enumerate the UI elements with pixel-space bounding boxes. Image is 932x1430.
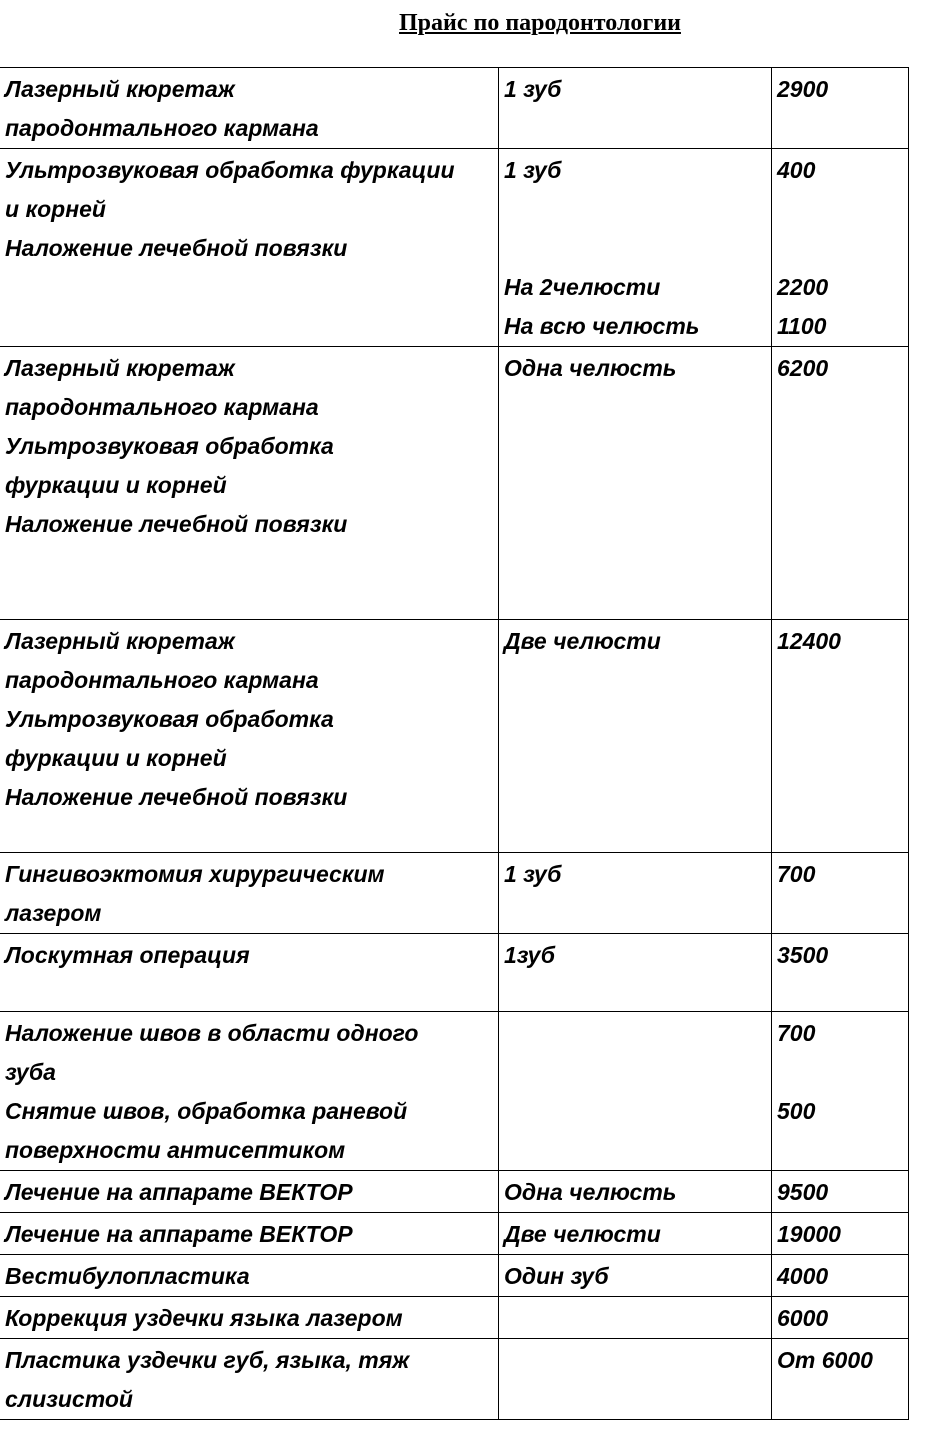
service-cell: Наложение швов в области одного зуба Снятие швов, обработка раневой поверхности антисептиком bbox=[0, 1012, 499, 1171]
unit-cell: 1зуб bbox=[499, 934, 772, 1012]
price-cell: 12400 bbox=[772, 620, 909, 853]
table-row bbox=[0, 1012, 909, 1171]
unit-cell: Один зуб bbox=[499, 1255, 772, 1297]
unit-cell bbox=[499, 1297, 772, 1339]
table-row bbox=[0, 68, 909, 149]
table-row bbox=[0, 1213, 909, 1255]
table-row bbox=[0, 1339, 909, 1420]
price-cell: 400 2200 1100 bbox=[772, 149, 909, 347]
service-cell: Лечение на аппарате ВЕКТОР bbox=[0, 1213, 499, 1255]
price-cell: 700 bbox=[772, 853, 909, 934]
table-row bbox=[0, 347, 909, 620]
unit-cell: Две челюсти bbox=[499, 1213, 772, 1255]
price-cell: 3500 bbox=[772, 934, 909, 1012]
price-cell: 700 500 bbox=[772, 1012, 909, 1171]
table-row bbox=[0, 620, 909, 853]
table-row bbox=[0, 934, 909, 1012]
price-cell: От 6000 bbox=[772, 1339, 909, 1420]
service-cell: Лоскутная операция bbox=[0, 934, 499, 1012]
table-row bbox=[0, 1171, 909, 1213]
price-cell: 4000 bbox=[772, 1255, 909, 1297]
service-cell: Лазерный кюретаж пародонтального кармана bbox=[0, 68, 499, 149]
table-row bbox=[0, 1255, 909, 1297]
page-title: Прайс по пародонтологии bbox=[399, 10, 681, 36]
unit-cell bbox=[499, 1339, 772, 1420]
price-cell: 6200 bbox=[772, 347, 909, 620]
service-cell: Лазерный кюретаж пародонтального кармана Ультрозвуковая обработка фуркации и корней Наложение лечебной повязки bbox=[0, 620, 499, 853]
price-cell: 9500 bbox=[772, 1171, 909, 1213]
table-row bbox=[0, 853, 909, 934]
service-cell: Коррекция уздечки языка лазером bbox=[0, 1297, 499, 1339]
unit-cell: Две челюсти bbox=[499, 620, 772, 853]
service-cell: Лазерный кюретаж пародонтального кармана Ультрозвуковая обработка фуркации и корней Наложение лечебной повязки bbox=[0, 347, 499, 620]
service-cell: Ультрозвуковая обработка фуркации и корней Наложение лечебной повязки bbox=[0, 149, 499, 347]
unit-cell: 1 зуб На 2челюсти На всю челюсть bbox=[499, 149, 772, 347]
table-row bbox=[0, 1297, 909, 1339]
service-cell: Вестибулопластика bbox=[0, 1255, 499, 1297]
price-cell: 19000 bbox=[772, 1213, 909, 1255]
table-row bbox=[0, 149, 909, 347]
unit-cell bbox=[499, 1012, 772, 1171]
service-cell: Пластика уздечки губ, языка, тяж слизистой bbox=[0, 1339, 499, 1420]
price-table bbox=[0, 67, 909, 1420]
unit-cell: 1 зуб bbox=[499, 853, 772, 934]
unit-cell: 1 зуб bbox=[499, 68, 772, 149]
service-cell: Лечение на аппарате ВЕКТОР bbox=[0, 1171, 499, 1213]
unit-cell: Одна челюсть bbox=[499, 1171, 772, 1213]
price-cell: 2900 bbox=[772, 68, 909, 149]
unit-cell: Одна челюсть bbox=[499, 347, 772, 620]
price-cell: 6000 bbox=[772, 1297, 909, 1339]
service-cell: Гингивоэктомия хирургическим лазером bbox=[0, 853, 499, 934]
